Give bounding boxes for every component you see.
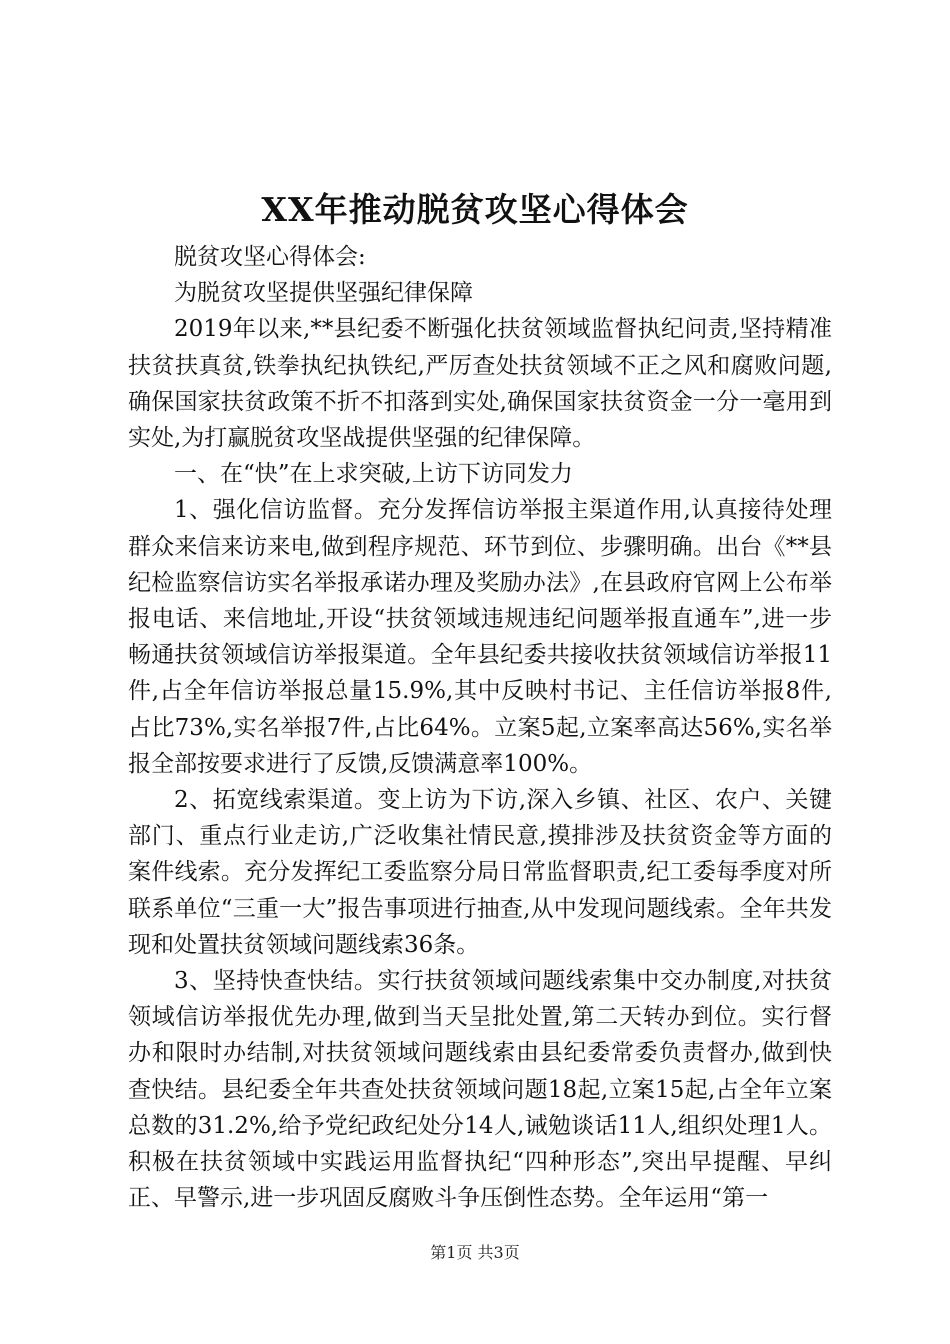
paragraph-item-2: 2、拓宽线索渠道。变上访为下访,深入乡镇、社区、农户、关键部门、重点行业走访,广泛收集社情民意,摸排涉及扶贫资金等方面的案件线索。充分发挥纪工委监察分局日常监督职责,纪工委每季度对所联系单位“三重一大”报告事项进行抽查,从中发现问题线索。全年共发现和处置扶贫领域问题线索36条。 (128, 787, 832, 958)
paragraph-subtitle: 为脱贫攻坚提供坚强纪律保障 (174, 280, 473, 307)
paragraph-intro: 脱贫攻坚心得体会: (174, 244, 366, 270)
paragraph-item-1: 1、强化信访监督。充分发挥信访举报主渠道作用,认真接待处理群众来信来访来电,做到程序规范、环节到位、步骤明确。出台《**县纪检监察信访实名举报承诺办理及奖励办法》,在县政府官网上公布举报电话、来信地址,开设“扶贫领域违规违纪问题举报直通车”,进一步畅通扶贫领域信访举报渠道。全年县纪委共接收扶贫领域信访举报11件,占全年信访举报总量15.9%,其中反映村书记、主任信访举报8件,占比73%,实名举报7件,占比64%。立案5起,立案率高达56%,实名举报全部按要求进行了反馈,反馈满意率100%。 (128, 497, 832, 777)
paragraph-item-3: 3、坚持快查快结。实行扶贫领域问题线索集中交办制度,对扶贫领域信访举报优先办理,做到当天呈批处置,第二天转办到位。实行督办和限时办结制,对扶贫领域问题线索由县纪委常委负责督办,做到快查快结。县纪委全年共查处扶贫领域问题18起,立案15起,占全年立案总数的31.2%,给予党纪政纪处分14人,诫勉谈话11人,组织处理1人。积极在扶贫领域中实践运用监督执纪“四种形态”,突出早提醒、早纠正、早警示,进一步巩固反腐败斗争压倒性态势。全年运用“第一 (128, 968, 832, 1212)
section-heading-1: 一、在“快”在上求突破,上访下访同发力 (174, 461, 573, 488)
page-footer: 第1页 共3页 (430, 1243, 520, 1262)
document-body (128, 239, 832, 1216)
paragraph-overview: 2019年以来,**县纪委不断强化扶贫领域监督执纪问责,坚持精准扶贫扶真贫,铁拳执纪执铁纪,严厉查处扶贫领域不正之风和腐败问题,确保国家扶贫政策不折不扣落到实处,确保国家扶贫资金一分一毫用到实处,为打赢脱贫攻坚战提供坚强的纪律保障。 (128, 316, 832, 452)
document-title: XX年推动脱贫攻坚心得体会 (261, 190, 689, 229)
